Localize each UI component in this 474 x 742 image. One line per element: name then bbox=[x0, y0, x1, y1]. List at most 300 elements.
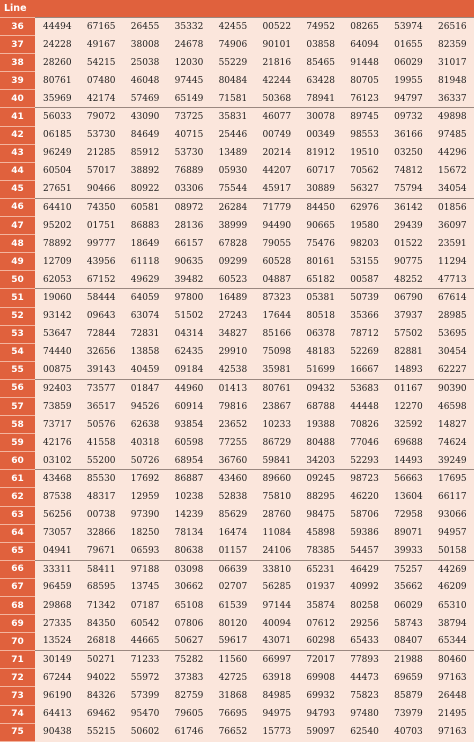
table-cell: 44494 bbox=[35, 18, 79, 36]
table-cell: 76123 bbox=[342, 90, 386, 108]
table-cell: 10233 bbox=[254, 416, 298, 434]
line-number: 41 bbox=[0, 108, 35, 126]
table-cell: 64413 bbox=[35, 705, 79, 723]
table-cell: 09245 bbox=[298, 470, 342, 488]
line-number: 45 bbox=[0, 180, 35, 198]
line-number: 40 bbox=[0, 90, 35, 108]
table-cell: 81948 bbox=[430, 72, 474, 90]
table-cell: 38794 bbox=[430, 615, 474, 633]
table-cell: 03102 bbox=[35, 452, 79, 470]
table-row bbox=[0, 723, 474, 741]
line-number: 73 bbox=[0, 687, 35, 705]
table-cell: 90665 bbox=[298, 217, 342, 235]
header-row bbox=[0, 0, 474, 18]
table-row bbox=[0, 217, 474, 235]
table-cell: 94490 bbox=[254, 217, 298, 235]
table-cell: 94793 bbox=[298, 705, 342, 723]
table-cell: 60298 bbox=[298, 633, 342, 651]
table-cell: 50368 bbox=[254, 90, 298, 108]
table-cell: 61539 bbox=[211, 597, 255, 615]
table-cell: 58743 bbox=[386, 615, 430, 633]
table-cell: 85166 bbox=[254, 325, 298, 343]
table-cell: 01157 bbox=[211, 542, 255, 560]
table-cell: 11560 bbox=[211, 651, 255, 669]
table-cell: 27243 bbox=[211, 307, 255, 325]
table-cell: 90438 bbox=[35, 723, 79, 741]
line-number: 44 bbox=[0, 162, 35, 180]
table-cell: 78712 bbox=[342, 325, 386, 343]
table-cell: 82881 bbox=[386, 343, 430, 361]
table-cell: 93142 bbox=[35, 307, 79, 325]
table-cell: 59841 bbox=[254, 452, 298, 470]
line-number: 59 bbox=[0, 434, 35, 452]
table-cell: 21495 bbox=[430, 705, 474, 723]
table-cell: 40703 bbox=[386, 723, 430, 741]
table-cell: 35366 bbox=[342, 307, 386, 325]
table-cell: 60717 bbox=[298, 162, 342, 180]
table-cell: 74812 bbox=[386, 162, 430, 180]
table-cell: 86729 bbox=[254, 434, 298, 452]
table-cell: 60528 bbox=[254, 253, 298, 271]
table-cell: 39249 bbox=[430, 452, 474, 470]
table-cell: 06185 bbox=[35, 126, 79, 144]
table-cell: 15773 bbox=[254, 723, 298, 741]
table-cell: 72017 bbox=[298, 651, 342, 669]
table-cell: 75794 bbox=[386, 180, 430, 198]
line-number: 54 bbox=[0, 343, 35, 361]
table-cell: 00738 bbox=[79, 506, 123, 524]
table-row bbox=[0, 271, 474, 289]
table-cell: 11294 bbox=[430, 253, 474, 271]
table-cell: 12959 bbox=[123, 488, 167, 506]
table-cell: 90775 bbox=[386, 253, 430, 271]
line-number: 69 bbox=[0, 615, 35, 633]
table-cell: 16667 bbox=[342, 361, 386, 379]
table-cell: 63074 bbox=[123, 307, 167, 325]
table-cell: 25446 bbox=[211, 126, 255, 144]
table-cell: 33311 bbox=[35, 560, 79, 578]
table-cell: 64059 bbox=[123, 289, 167, 307]
table-cell: 97390 bbox=[123, 506, 167, 524]
table-cell: 42455 bbox=[211, 18, 255, 36]
line-number: 60 bbox=[0, 452, 35, 470]
table-cell: 40094 bbox=[254, 615, 298, 633]
table-cell: 50739 bbox=[342, 289, 386, 307]
table-cell: 78134 bbox=[167, 524, 211, 542]
table-cell: 13604 bbox=[386, 488, 430, 506]
table-cell: 43468 bbox=[35, 470, 79, 488]
table-row bbox=[0, 397, 474, 415]
table-cell: 74906 bbox=[211, 36, 255, 54]
table-cell: 84450 bbox=[298, 198, 342, 216]
table-cell: 44296 bbox=[430, 144, 474, 162]
table-cell: 53683 bbox=[342, 379, 386, 397]
table-cell: 99777 bbox=[79, 235, 123, 253]
table-cell: 50158 bbox=[430, 542, 474, 560]
table-row bbox=[0, 379, 474, 397]
table-cell: 35874 bbox=[298, 597, 342, 615]
table-cell: 59617 bbox=[211, 633, 255, 651]
table-cell: 28136 bbox=[167, 217, 211, 235]
table-cell: 97163 bbox=[430, 669, 474, 687]
table-cell: 73725 bbox=[167, 108, 211, 126]
table-cell: 35969 bbox=[35, 90, 79, 108]
table-cell: 08407 bbox=[386, 633, 430, 651]
table-row bbox=[0, 687, 474, 705]
table-cell: 65231 bbox=[298, 560, 342, 578]
table-cell: 89660 bbox=[254, 470, 298, 488]
table-cell: 39482 bbox=[167, 271, 211, 289]
table-cell: 66157 bbox=[167, 235, 211, 253]
table-cell: 80922 bbox=[123, 180, 167, 198]
table-cell: 36142 bbox=[386, 198, 430, 216]
table-cell: 04314 bbox=[167, 325, 211, 343]
table-cell: 18649 bbox=[123, 235, 167, 253]
table-cell: 06639 bbox=[211, 560, 255, 578]
table-row bbox=[0, 560, 474, 578]
table-cell: 56285 bbox=[254, 578, 298, 596]
line-number: 71 bbox=[0, 651, 35, 669]
table-row bbox=[0, 651, 474, 669]
table-cell: 26455 bbox=[123, 18, 167, 36]
table-cell: 26516 bbox=[430, 18, 474, 36]
table-cell: 60542 bbox=[123, 615, 167, 633]
table-cell: 23652 bbox=[211, 416, 255, 434]
table-cell: 73859 bbox=[35, 397, 79, 415]
table-cell: 00349 bbox=[298, 126, 342, 144]
table-cell: 12270 bbox=[386, 397, 430, 415]
table-cell: 47713 bbox=[430, 271, 474, 289]
table-row bbox=[0, 18, 474, 36]
table-cell: 77893 bbox=[342, 651, 386, 669]
table-cell: 43071 bbox=[254, 633, 298, 651]
table-cell: 26818 bbox=[79, 633, 123, 651]
table-cell: 36760 bbox=[211, 452, 255, 470]
table-cell: 42244 bbox=[254, 72, 298, 90]
table-cell: 01522 bbox=[386, 235, 430, 253]
table-cell: 75810 bbox=[254, 488, 298, 506]
table-cell: 06029 bbox=[386, 597, 430, 615]
table-cell: 30889 bbox=[298, 180, 342, 198]
table-cell: 46598 bbox=[430, 397, 474, 415]
table-cell: 97144 bbox=[254, 597, 298, 615]
table-cell: 02707 bbox=[211, 578, 255, 596]
table-cell: 78385 bbox=[298, 542, 342, 560]
table-cell: 38008 bbox=[123, 36, 167, 54]
table-cell: 97480 bbox=[342, 705, 386, 723]
table-cell: 94975 bbox=[254, 705, 298, 723]
table-cell: 50576 bbox=[79, 416, 123, 434]
table-cell: 42176 bbox=[35, 434, 79, 452]
table-cell: 57399 bbox=[123, 687, 167, 705]
table-cell: 74952 bbox=[298, 18, 342, 36]
table-cell: 40715 bbox=[167, 126, 211, 144]
table-cell: 53647 bbox=[35, 325, 79, 343]
table-row bbox=[0, 343, 474, 361]
table-cell: 79816 bbox=[211, 397, 255, 415]
table-cell: 53730 bbox=[79, 126, 123, 144]
table-cell: 73717 bbox=[35, 416, 79, 434]
table-cell: 59097 bbox=[298, 723, 342, 741]
table-row bbox=[0, 198, 474, 216]
table-cell: 81912 bbox=[298, 144, 342, 162]
table-cell: 01847 bbox=[123, 379, 167, 397]
table-cell: 29910 bbox=[211, 343, 255, 361]
table-cell: 16489 bbox=[211, 289, 255, 307]
table-cell: 53695 bbox=[430, 325, 474, 343]
table-cell: 86887 bbox=[167, 470, 211, 488]
table-cell: 80761 bbox=[254, 379, 298, 397]
table-cell: 37383 bbox=[167, 669, 211, 687]
line-number: 61 bbox=[0, 470, 35, 488]
line-number: 55 bbox=[0, 361, 35, 379]
table-cell: 17644 bbox=[254, 307, 298, 325]
table-cell: 26448 bbox=[430, 687, 474, 705]
line-number: 74 bbox=[0, 705, 35, 723]
table-cell: 39933 bbox=[386, 542, 430, 560]
line-number: 64 bbox=[0, 524, 35, 542]
table-cell: 03858 bbox=[298, 36, 342, 54]
table-cell: 12709 bbox=[35, 253, 79, 271]
table-cell: 65149 bbox=[167, 90, 211, 108]
table-row bbox=[0, 488, 474, 506]
line-number: 42 bbox=[0, 126, 35, 144]
table-cell: 76889 bbox=[167, 162, 211, 180]
table-cell: 65433 bbox=[342, 633, 386, 651]
table-cell: 62638 bbox=[123, 416, 167, 434]
table-cell: 01413 bbox=[211, 379, 255, 397]
table-cell: 60914 bbox=[167, 397, 211, 415]
table-cell: 64094 bbox=[342, 36, 386, 54]
table-cell: 36097 bbox=[430, 217, 474, 235]
table-cell: 01856 bbox=[430, 198, 474, 216]
table-row bbox=[0, 416, 474, 434]
table-row bbox=[0, 615, 474, 633]
table-cell: 25038 bbox=[123, 54, 167, 72]
table-cell: 39143 bbox=[79, 361, 123, 379]
table-cell: 07806 bbox=[167, 615, 211, 633]
table-cell: 67152 bbox=[79, 271, 123, 289]
table-cell: 71779 bbox=[254, 198, 298, 216]
line-number: 43 bbox=[0, 144, 35, 162]
table-row bbox=[0, 289, 474, 307]
table-cell: 67165 bbox=[79, 18, 123, 36]
table-cell: 87538 bbox=[35, 488, 79, 506]
table-cell: 34054 bbox=[430, 180, 474, 198]
line-number: 52 bbox=[0, 307, 35, 325]
table-cell: 21988 bbox=[386, 651, 430, 669]
table-cell: 17695 bbox=[430, 470, 474, 488]
table-cell: 50271 bbox=[79, 651, 123, 669]
table-cell: 52838 bbox=[211, 488, 255, 506]
table-cell: 98475 bbox=[298, 506, 342, 524]
table-cell: 74624 bbox=[430, 434, 474, 452]
table-cell: 77255 bbox=[211, 434, 255, 452]
table-cell: 37937 bbox=[386, 307, 430, 325]
table-cell: 69688 bbox=[386, 434, 430, 452]
table-cell: 21816 bbox=[254, 54, 298, 72]
table-cell: 63918 bbox=[254, 669, 298, 687]
table-cell: 78941 bbox=[298, 90, 342, 108]
table-cell: 13524 bbox=[35, 633, 79, 651]
line-number: 56 bbox=[0, 379, 35, 397]
table-cell: 94797 bbox=[386, 90, 430, 108]
table-cell: 30454 bbox=[430, 343, 474, 361]
table-cell: 58706 bbox=[342, 506, 386, 524]
table-cell: 90101 bbox=[254, 36, 298, 54]
table-cell: 27335 bbox=[35, 615, 79, 633]
table-cell: 17692 bbox=[123, 470, 167, 488]
line-number: 62 bbox=[0, 488, 35, 506]
table-cell: 72831 bbox=[123, 325, 167, 343]
table-cell: 69908 bbox=[298, 669, 342, 687]
table-row bbox=[0, 144, 474, 162]
table-row bbox=[0, 542, 474, 560]
table-cell: 46077 bbox=[254, 108, 298, 126]
table-cell: 80484 bbox=[211, 72, 255, 90]
table-cell: 01937 bbox=[298, 578, 342, 596]
table-cell: 55215 bbox=[79, 723, 123, 741]
table-cell: 14493 bbox=[386, 452, 430, 470]
table-row bbox=[0, 108, 474, 126]
table-cell: 52269 bbox=[342, 343, 386, 361]
table-cell: 09432 bbox=[298, 379, 342, 397]
table-cell: 15672 bbox=[430, 162, 474, 180]
table-cell: 03098 bbox=[167, 560, 211, 578]
table-cell: 97163 bbox=[430, 723, 474, 741]
table-row bbox=[0, 126, 474, 144]
table-cell: 71233 bbox=[123, 651, 167, 669]
table-cell: 46429 bbox=[342, 560, 386, 578]
table-cell: 82759 bbox=[167, 687, 211, 705]
line-number: 65 bbox=[0, 542, 35, 560]
table-cell: 72844 bbox=[79, 325, 123, 343]
line-number: 50 bbox=[0, 271, 35, 289]
table-cell: 73057 bbox=[35, 524, 79, 542]
table-cell: 13489 bbox=[211, 144, 255, 162]
table-cell: 79055 bbox=[254, 235, 298, 253]
table-cell: 43956 bbox=[79, 253, 123, 271]
table-cell: 04941 bbox=[35, 542, 79, 560]
table-cell: 84649 bbox=[123, 126, 167, 144]
table-cell: 44665 bbox=[123, 633, 167, 651]
line-number: 67 bbox=[0, 578, 35, 596]
table-row bbox=[0, 524, 474, 542]
table-cell: 76652 bbox=[211, 723, 255, 741]
table-cell: 98723 bbox=[342, 470, 386, 488]
table-cell: 42725 bbox=[211, 669, 255, 687]
line-column-header: Line bbox=[0, 0, 35, 18]
table-row bbox=[0, 235, 474, 253]
table-cell: 88295 bbox=[298, 488, 342, 506]
table-cell: 71581 bbox=[211, 90, 255, 108]
table-cell: 84985 bbox=[254, 687, 298, 705]
table-cell: 31868 bbox=[211, 687, 255, 705]
table-cell: 03306 bbox=[167, 180, 211, 198]
table-cell: 14893 bbox=[386, 361, 430, 379]
table-cell: 67244 bbox=[35, 669, 79, 687]
table-cell: 58411 bbox=[79, 560, 123, 578]
table-cell: 00587 bbox=[342, 271, 386, 289]
table-cell: 49898 bbox=[430, 108, 474, 126]
table-cell: 41558 bbox=[79, 434, 123, 452]
table-cell: 57469 bbox=[123, 90, 167, 108]
table-cell: 76695 bbox=[211, 705, 255, 723]
line-number: 49 bbox=[0, 253, 35, 271]
table-cell: 61746 bbox=[167, 723, 211, 741]
table-cell: 97188 bbox=[123, 560, 167, 578]
table-cell: 58444 bbox=[79, 289, 123, 307]
table-row bbox=[0, 361, 474, 379]
table-cell: 06593 bbox=[123, 542, 167, 560]
table-cell: 44960 bbox=[167, 379, 211, 397]
table-cell: 44448 bbox=[342, 397, 386, 415]
table-cell: 42174 bbox=[79, 90, 123, 108]
table-cell: 96249 bbox=[35, 144, 79, 162]
table-cell: 30662 bbox=[167, 578, 211, 596]
table-cell: 85465 bbox=[298, 54, 342, 72]
table-cell: 74350 bbox=[79, 198, 123, 216]
table-cell: 70562 bbox=[342, 162, 386, 180]
line-number: 75 bbox=[0, 723, 35, 741]
table-cell: 84350 bbox=[79, 615, 123, 633]
table-cell: 38892 bbox=[123, 162, 167, 180]
table-cell: 69659 bbox=[386, 669, 430, 687]
table-cell: 82359 bbox=[430, 36, 474, 54]
table-cell: 35831 bbox=[211, 108, 255, 126]
table-cell: 19388 bbox=[298, 416, 342, 434]
table-cell: 60504 bbox=[35, 162, 79, 180]
table-cell: 96190 bbox=[35, 687, 79, 705]
header-band bbox=[35, 0, 474, 18]
table-cell: 48317 bbox=[79, 488, 123, 506]
table-cell: 26284 bbox=[211, 198, 255, 216]
table-cell: 69462 bbox=[79, 705, 123, 723]
table-cell: 80638 bbox=[167, 542, 211, 560]
table-cell: 84326 bbox=[79, 687, 123, 705]
table-cell: 09184 bbox=[167, 361, 211, 379]
table-cell: 07612 bbox=[298, 615, 342, 633]
table-cell: 75282 bbox=[167, 651, 211, 669]
table-cell: 62435 bbox=[167, 343, 211, 361]
table-cell: 56033 bbox=[35, 108, 79, 126]
table-cell: 98203 bbox=[342, 235, 386, 253]
table-cell: 00522 bbox=[254, 18, 298, 36]
line-number: 38 bbox=[0, 54, 35, 72]
table-cell: 65182 bbox=[298, 271, 342, 289]
table-cell: 67614 bbox=[430, 289, 474, 307]
table-cell: 45917 bbox=[254, 180, 298, 198]
table-cell: 68788 bbox=[298, 397, 342, 415]
table-cell: 55229 bbox=[211, 54, 255, 72]
table-cell: 42538 bbox=[211, 361, 255, 379]
table-cell: 98553 bbox=[342, 126, 386, 144]
line-number: 39 bbox=[0, 72, 35, 90]
table-cell: 71342 bbox=[79, 597, 123, 615]
table-cell: 50627 bbox=[167, 633, 211, 651]
table-row bbox=[0, 162, 474, 180]
table-cell: 53974 bbox=[386, 18, 430, 36]
table-cell: 72958 bbox=[386, 506, 430, 524]
table-cell: 73577 bbox=[79, 379, 123, 397]
table-cell: 79671 bbox=[79, 542, 123, 560]
table-cell: 46220 bbox=[342, 488, 386, 506]
table-cell: 23867 bbox=[254, 397, 298, 415]
table-cell: 40459 bbox=[123, 361, 167, 379]
table-cell: 80120 bbox=[211, 615, 255, 633]
table-cell: 04887 bbox=[254, 271, 298, 289]
table-cell: 65108 bbox=[167, 597, 211, 615]
